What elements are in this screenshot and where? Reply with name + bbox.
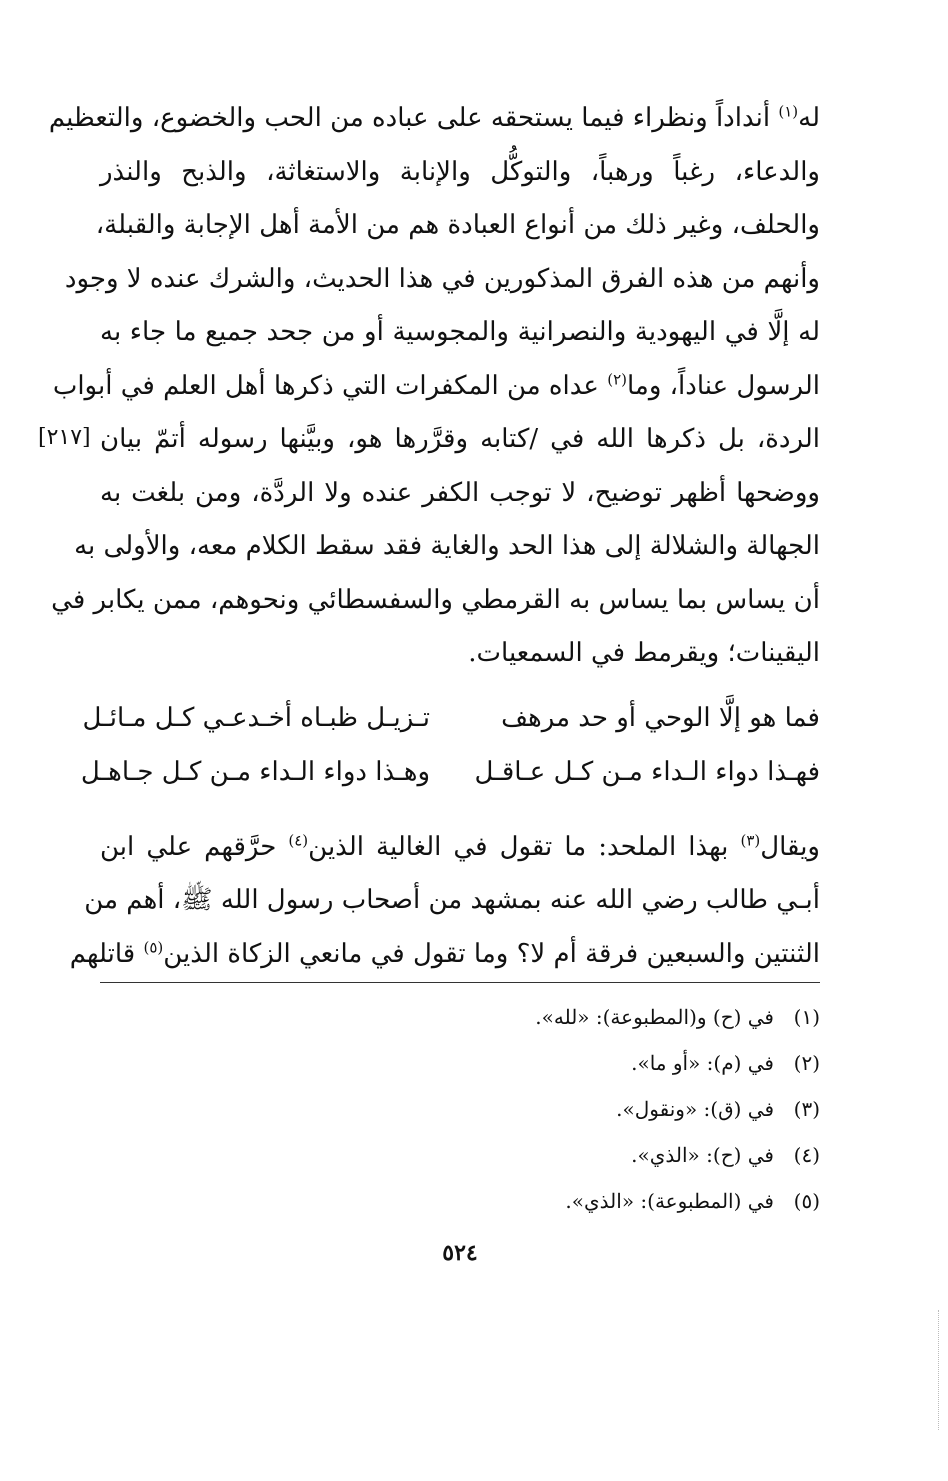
verse-second-hemistich: تـزيـل ظبـاه أخـدعـي كـل مـائـل — [82, 702, 430, 733]
poem — [80, 691, 820, 799]
footnote-text: في (ح): «الذي». — [631, 1143, 774, 1167]
footnote-ref[interactable]: (٢) — [607, 369, 627, 388]
footnote-number: (٣) — [793, 1097, 820, 1121]
footnote-number: (١) — [793, 1005, 820, 1029]
footnote-ref[interactable]: (٤) — [288, 830, 309, 849]
footnote-divider — [100, 982, 820, 983]
body-line: الردة، بل ذكرها الله في /كتابه وقرَّرها هو، وبيَّنها رسوله أتمّ بيان — [100, 424, 820, 454]
footnote-text: في (المطبوعة): «الذي». — [565, 1189, 774, 1213]
footnote-item — [100, 1086, 820, 1132]
page-content — [38, 92, 820, 1266]
poem-verse — [82, 691, 820, 745]
footnote-number: (٢) — [793, 1051, 820, 1075]
footnotes — [100, 994, 820, 1224]
body-line: له$^{(١)}$ أنداداً ونظراء فيما يستحقه على عباده من الحب والخضوع، والتعظيم — [48, 102, 820, 133]
body-line: والحلف، وغير ذلك من أنواع العبادة هم من الأمة أهل الإجابة والقبلة، — [95, 210, 820, 240]
page-number: ٥٢٤ — [442, 1240, 478, 1266]
body-line: أن يساس بما يساس به القرمطي والسفسطائي ونحوهم، ممن يكابر في — [51, 584, 820, 615]
body-line: الرسول عناداً، وما$^{(٢)}$ عداه من المكفرات التي ذكرها أهل العلم في أبواب — [52, 369, 820, 401]
footnote-ref[interactable]: (٥) — [143, 937, 164, 956]
body-line: ووضحها أظهر توضيح، لا توجب الكفر عنده ولا الردَّة، ومن بلغت به — [100, 477, 820, 508]
manuscript-page-marker: [٢١٧] — [38, 425, 91, 450]
footnote-text: في (م): «أو ما». — [631, 1051, 774, 1075]
footnote-item — [100, 1132, 820, 1178]
scan-edge-marks — [938, 1310, 945, 1430]
body-line: ويقال$^{(٣)}$ بهذا الملحد: ما تقول في الغالية الذين$^{(٤)}$ حرَّقهم علي ابن — [100, 830, 820, 862]
second-paragraph — [69, 821, 820, 982]
verse-second-hemistich: وهـذا دواء الـداء مـن كـل جـاهـل — [80, 756, 430, 787]
body-line: اليقينات؛ ويقرمط في السمعيات. — [468, 638, 820, 668]
footnote-number: (٥) — [793, 1189, 820, 1213]
footnote-text: في (ح) و(المطبوعة): «لله». — [535, 1005, 774, 1029]
footnote-item — [100, 1040, 820, 1086]
body-line: أبـي طالب رضي الله عنه بمشهد من أصحاب رسول الله ﷺ، أهم من — [84, 885, 820, 915]
footnote-item — [100, 1178, 820, 1224]
main-paragraph — [38, 92, 820, 681]
body-line: والدعاء، رغباً ورهباً، والتوكُّل والإنابة والاستغاثة، والذبح والنذر — [100, 156, 820, 187]
body-line: الثنتين والسبعين فرقة أم لا؟ وما تقول في مانعي الزكاة الذين$^{(٥)}$ قاتلهم — [69, 937, 820, 969]
footnote-number: (٤) — [793, 1143, 820, 1167]
verse-first-hemistich: فهـذا دواء الـداء مـن كـل عـاقـل — [474, 756, 820, 787]
body-line: وأنهم من هذه الفرق المذكورين في هذا الحديث، والشرك عنده لا وجود — [64, 263, 820, 294]
footnote-ref[interactable]: (٣) — [740, 830, 761, 849]
body-line: الجهالة والشلالة إلى هذا الحد والغاية فقد سقط الكلام معه، والأولى به — [74, 531, 820, 561]
body-line: له إلَّا في اليهودية والنصرانية والمجوسية أو من جحد جميع ما جاء به — [100, 317, 820, 347]
footnote-item — [100, 994, 820, 1040]
verse-first-hemistich: فما هو إلَّا الوحي أو حد مرهف — [501, 702, 820, 733]
footnote-text: في (ق): «ونقول». — [616, 1097, 774, 1121]
footnote-ref[interactable]: (١) — [778, 102, 799, 121]
poem-verse — [80, 745, 820, 799]
